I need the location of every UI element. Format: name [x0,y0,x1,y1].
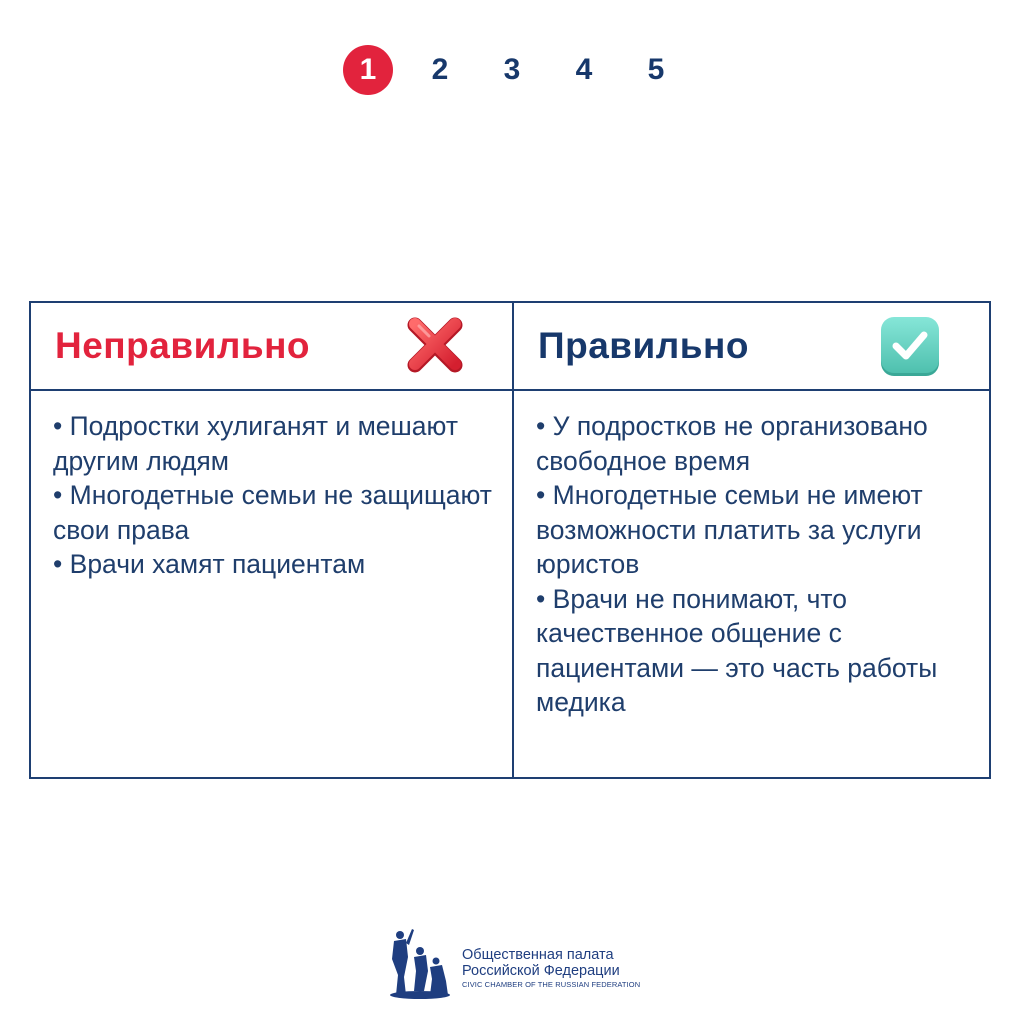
page-4-button[interactable]: 4 [575,53,593,86]
wrong-header [31,303,514,391]
wrong-list [31,391,514,777]
page-3-button[interactable]: 3 [503,53,521,86]
right-items-text: • У подростков не организовано свободное время • Многодетные семьи не имеют возможности платить за услуги юристов • Врачи не понимают, что качественное общение с пациентами — это часть работы медика [536,411,938,717]
right-header [514,303,989,391]
page-2-button[interactable]: 2 [431,53,449,86]
checkmark-icon [878,315,942,379]
logo-line-2: Российской Федерации [462,962,620,979]
pagination [0,46,1024,94]
civic-chamber-logo [386,924,646,1002]
monument-emblem-icon [386,925,454,1001]
wrong-title: Неправильно [55,325,311,366]
logo-line-3: CIVIC CHAMBER OF THE RUSSIAN FEDERATION [462,979,641,989]
comparison-table [29,301,991,779]
wrong-items-text: • Подростки хулиганят и мешают другим людям • Многодетные семьи не защищают свои права • Врачи хамят пациентам [53,411,492,579]
page-5-button[interactable]: 5 [647,53,665,86]
logo-text [462,947,640,990]
right-title: Правильно [538,325,749,366]
logo-line-1: Общественная палата [462,946,614,963]
cross-icon [403,313,467,377]
page-1-button[interactable]: 1 [343,45,393,95]
right-list [514,391,989,777]
